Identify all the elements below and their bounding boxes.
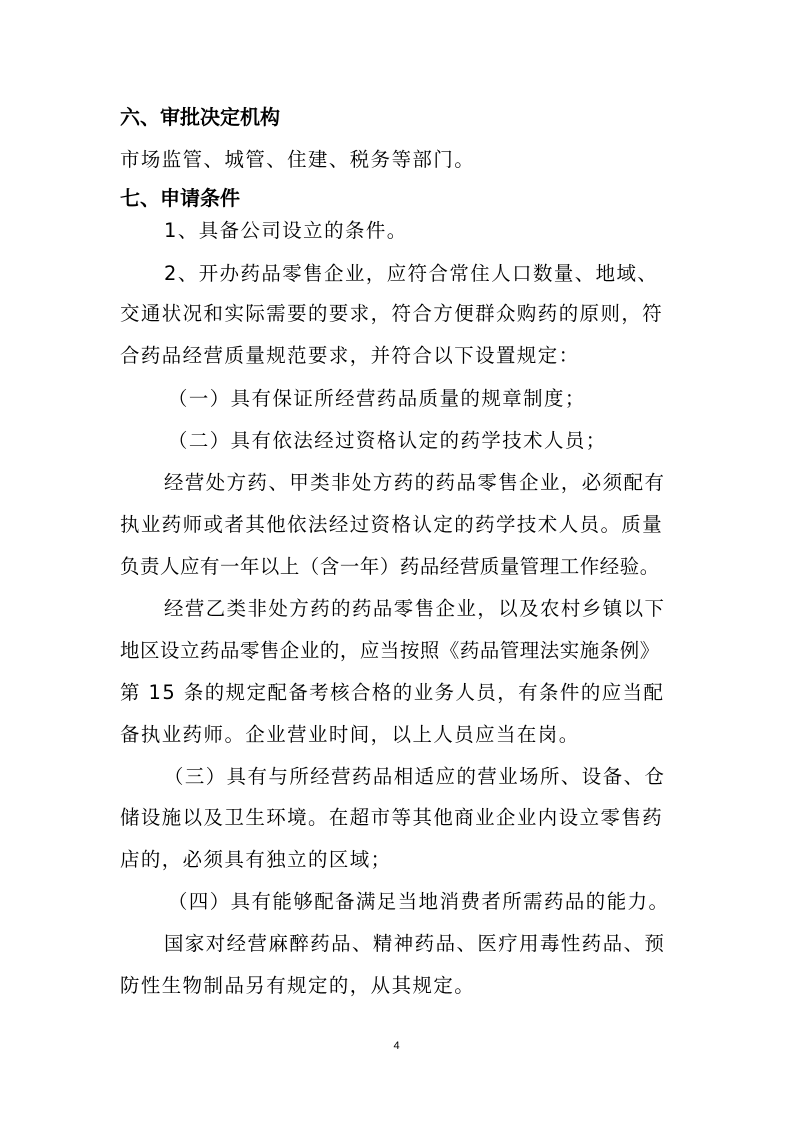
- paragraph-line: 经营乙类非处方药的药品零售企业，以及农村乡镇以下: [164, 597, 666, 620]
- paragraph-line: 第 15 条的规定配备考核合格的业务人员，有条件的应当配: [120, 681, 665, 704]
- paragraph-line: 1、具备公司设立的条件。: [164, 219, 408, 242]
- paragraph-line: （四）具有能够配备满足当地消费者所需药品的能力。: [168, 890, 670, 913]
- paragraph-line: 2、开办药品零售企业，应符合常住人口数量、地域、: [164, 262, 659, 285]
- paragraph-line: 备执业药师。企业营业时间，以上人员应当在岗。: [120, 723, 580, 746]
- paragraph-line: 执业药师或者其他依法经过资格认定的药学技术人员。质量: [120, 513, 664, 536]
- paragraph-line: 国家对经营麻醉药品、精神药品、医疗用毒性药品、预: [164, 932, 666, 955]
- paragraph-line: 储设施以及卫生环境。在超市等其他商业企业内设立零售药: [120, 806, 664, 829]
- section-heading-approval-authority: 六、审批决定机构: [120, 105, 280, 129]
- paragraph-line: 合药品经营质量规范要求，并符合以下设置规定：: [120, 344, 580, 367]
- paragraph-line: 防性生物制品另有规定的，从其规定。: [120, 974, 476, 997]
- paragraph-line: 经营处方药、甲类非处方药的药品零售企业，必须配有: [164, 471, 666, 494]
- paragraph-line: 负责人应有一年以上（含一年）药品经营质量管理工作经验。: [120, 555, 660, 578]
- section-heading-application-conditions: 七、申请条件: [120, 186, 240, 210]
- paragraph-line: 店的，必须具有独立的区域；: [120, 848, 392, 871]
- paragraph-line: 市场监管、城管、住建、税务等部门。: [120, 148, 476, 171]
- paragraph-line: （二）具有依法经过资格认定的药学技术人员；: [168, 429, 607, 452]
- paragraph-line: （一）具有保证所经营药品质量的规章制度；: [168, 387, 586, 410]
- paragraph-line: 地区设立药品零售企业的，应当按照《药品管理法实施条例》: [120, 639, 660, 662]
- page-number: 4: [393, 1040, 400, 1052]
- paragraph-line: （三）具有与所经营药品相适应的营业场所、设备、仓: [164, 765, 666, 788]
- paragraph-line: 交通状况和实际需要的要求，符合方便群众购药的原则，符: [120, 302, 664, 325]
